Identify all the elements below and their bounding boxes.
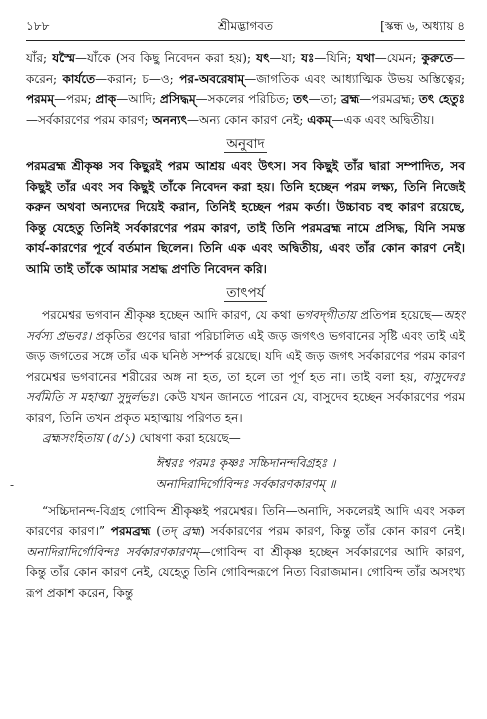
syn-term: তৎ হেতুঃ [418, 92, 466, 106]
syn-text: —করান; চ—ও; [95, 71, 180, 86]
purport-citation: ব্রহ্মসংহিতায় (৫/১) [42, 431, 136, 445]
syn-text: —পরম; [54, 92, 96, 106]
syn-text: —অন্য কোন কারণ নেই; [187, 112, 308, 127]
syn-text: —সকলের [195, 92, 245, 106]
purport-quote: অনাদিরাদির্গোবিন্দঃ সর্বকারণকারণম্ [26, 544, 199, 559]
verse-block [26, 453, 465, 495]
syn-text: যেমন; [386, 51, 422, 65]
translation-heading [26, 134, 465, 154]
purport-citation: ভগবদ্‌গীতায় [295, 308, 356, 322]
syn-text: —সর্বকারণের পরম কারণ; [26, 112, 149, 127]
syn-text: — [374, 51, 387, 65]
syn-term: তৎ [293, 92, 309, 106]
syn-text: —জাগতিক এবং [244, 71, 326, 86]
syn-term: পরমম্ [26, 92, 55, 106]
syn-text: আধ্যাত্মিক উভয় অস্তিত্বের; [331, 71, 465, 86]
purport-text: ( [150, 524, 161, 538]
syn-term: পর-অবরেষাম্ [179, 71, 245, 86]
verse-line-1: ঈশ্বরঃ পরমঃ কৃষ্ণঃ সচ্চিদানন্দবিগ্রহঃ । [155, 455, 336, 470]
purport-paragraph-3 [26, 501, 465, 604]
chapter-reference: [স্কন্ধ ৬, অধ্যায় ৪ [380, 19, 465, 33]
syn-term: প্রাক্ [95, 92, 117, 106]
purport-text: প্রতিপন্ন হয়েছে— [355, 308, 444, 322]
syn-text: পরিচিত; [248, 92, 294, 106]
page-header [26, 12, 465, 41]
purport-text: ) সর্বকারণের পরম কারণ, কিন্তু তাঁর কোন কারণ নেই। [200, 524, 465, 538]
purport-term: পরমব্রহ্ম [110, 524, 151, 538]
word-meanings [26, 48, 465, 130]
purport-text: ঘোষণা করা হয়েছে— [135, 431, 241, 445]
syn-text: —যা; [269, 51, 302, 65]
syn-term: যস্মৈ [52, 51, 76, 65]
syn-text: —আদি; [116, 92, 160, 106]
purport-section [26, 283, 465, 603]
syn-text: —তা; [308, 92, 341, 106]
syn-term: ব্রহ্ম [340, 92, 360, 106]
syn-text: —যিনি; [314, 51, 357, 65]
margin-mark: - [10, 478, 15, 492]
purport-heading [26, 283, 465, 303]
page-number: ১৮৮ [26, 19, 50, 33]
syn-term: যথা [356, 51, 375, 65]
translation-text: পরমব্রহ্ম শ্রীকৃষ্ণ সব কিছুরই পরম আশ্রয় এবং উৎস। সব কিছুই তাঁর দ্বারা সম্পাদিত, সব কিছুই তাঁর এবং সব কিছুই তাঁকে নিবেদন করা হয়। তিনি হচ্ছেন পরম লক্ষ্য, তিনি নিজেই করুন অথবা অন্যদের দিয়েই করান, তিনিই হচ্ছেন পরম কর্তা। উচ্চাবচ বহু কারণ রয়েছে, কিন্তু যেহেতু তিনিই সর্বকারণের পরম কারণ, তাই তিনি পরমব্রহ্ম নামে প্রসিদ্ধ, যিনি সমস্ত কার্য-কারণের পূর্বে বর্তমান ছিলেন। তিনি এক এবং অদ্বিতীয়, এবং তাঁর কোন কারণ নেই। আমি তাই তাঁকে আমার সশ্রদ্ধ প্রণতি নিবেদন করি। [26, 159, 465, 276]
syn-term: একম্ [307, 112, 332, 127]
purport-text: —গোবিন্দ বা শ্রীকৃষ্ণ হচ্ছেন সর্বকারণের আদি কারণ, কিন্তু তাঁর কোন কারণ নেই, যেহেতু তিনি গোবিন্দরূপে নিত্য বিরাজমান। গোবিন্দ তাঁর অসংখ্য রূপ প্রকাশ করেন, কিন্তু [26, 544, 465, 600]
syn-text: —যাঁকে (সব কিছু নিবেদন করা হয়); [75, 51, 257, 65]
purport-text: পরমেশ্বর ভগবান শ্রীকৃষ্ণ হচ্ছেন আদি কারণ, যে কথা [42, 308, 296, 322]
synonyms-paragraph [26, 48, 465, 130]
syn-text: —এক এবং অদ্বিতীয়। [331, 112, 435, 127]
syn-term: কুরুতে [421, 51, 453, 65]
purport-text: । কেউ যখন জানতে পারেন যে, বাসুদেব হচ্ছেন সর্বকারণের পরম কারণ, তিনি তখন প্রকৃত মহাত্মায় পরিণত হন। [26, 390, 465, 425]
syn-text: —করেন; [26, 51, 465, 86]
syn-text: যাঁর; [26, 51, 53, 65]
purport-quote: তদ্ ব্রহ্ম [160, 524, 201, 538]
purport-paragraph-1 [26, 305, 465, 428]
syn-term: যৎ [256, 51, 270, 65]
translation-section [26, 134, 465, 279]
purport-text: “সচ্চিদানন্দ-বিগ্রহ গোবিন্দ শ্রীকৃষ্ণই পরমেশ্বর। তিনি—অনাদি, সকলেরই আদি এবং সকল কারণের কারণ।” [26, 503, 465, 538]
translation-heading-text: অনুবাদ [226, 136, 265, 152]
syn-text: —পরমব্রহ্ম; [359, 92, 419, 106]
syn-term: যঃ [301, 51, 315, 65]
purport-heading-text: তাৎপর্য [226, 285, 265, 301]
purport-quote: অহং সর্বস্য প্রভবঃ। [26, 308, 465, 343]
syn-term: কার্যতে [62, 71, 96, 86]
syn-term: প্রসিদ্ধম্ [159, 92, 196, 106]
syn-term: অনন্যৎ [152, 112, 188, 127]
purport-paragraph-2 [26, 428, 465, 449]
book-page [0, 12, 487, 719]
book-title: শ্রীমদ্ভাগবত [217, 19, 273, 33]
purport-quote: বাসুদেবঃ সর্বমিতি স মহাত্মা সুদুর্লভঃ [26, 369, 465, 404]
verse-line-2: অনাদিরাদির্গোবিন্দঃ সর্বকারণকারণম্ ॥ [155, 476, 336, 491]
purport-text: প্রকৃতির গুণের দ্বারা পরিচালিত এই জড় জগৎও ভগবানের সৃষ্টি এবং তাই এই জড় জগতের সঙ্গে তাঁর এক ঘনিষ্ঠ সম্পর্ক রয়েছে। যদি এই জড় জগৎ সর্বকারণের পরম কারণ পরমেশ্বর ভগবানের শরীরের অঙ্গ না হত, তা হলে তা পূর্ণ হত না। তাই বলা হয়, [26, 328, 465, 384]
